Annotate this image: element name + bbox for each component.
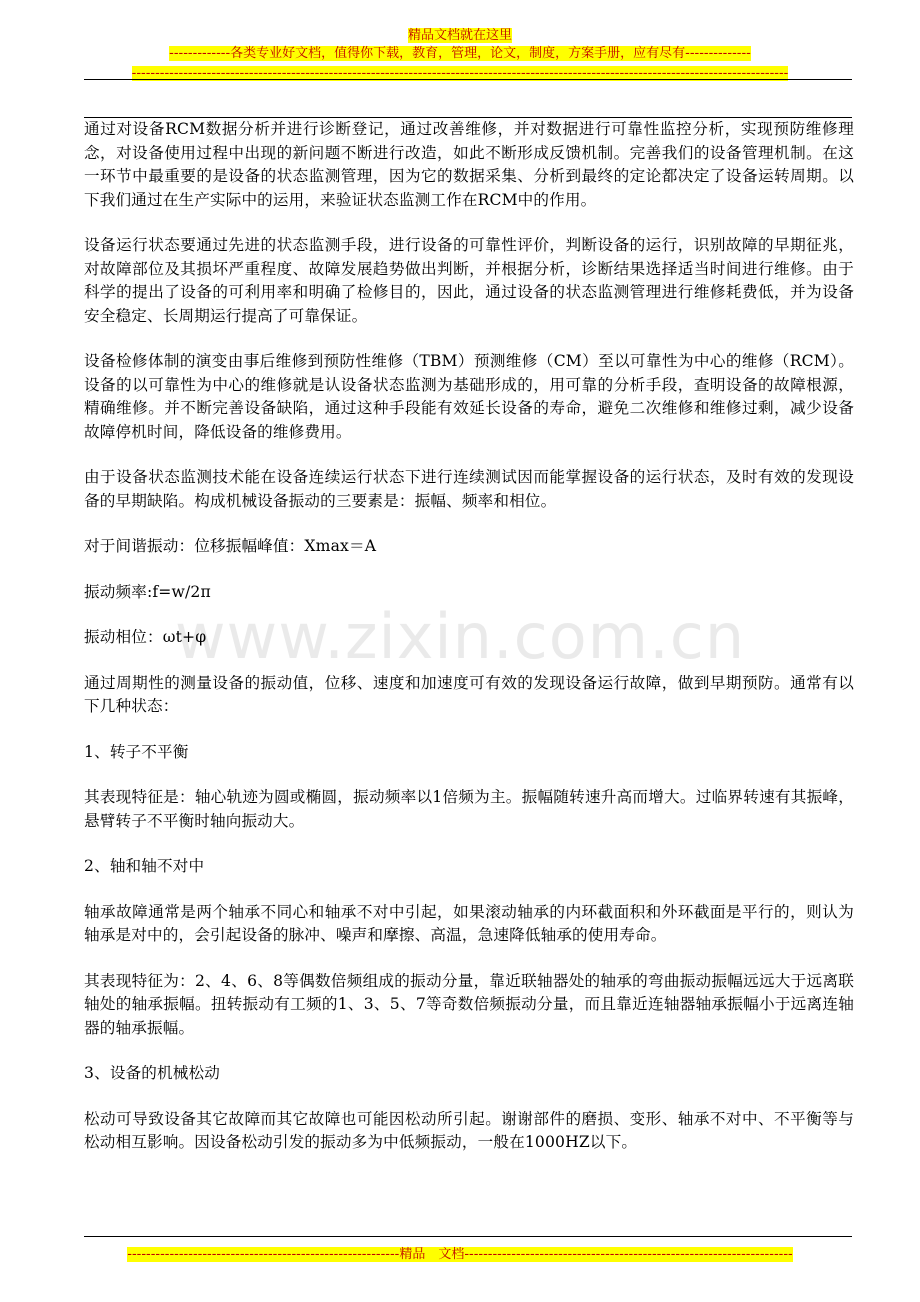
- paragraph: 松动可导致设备其它故障而其它故障也可能因松动所引起。谢谢部件的磨损、变形、轴承不对中、不平衡等与松动相互影响。因设备松动引发的振动多为中低频振动，一般在1000HZ以下。: [84, 1109, 854, 1151]
- paragraph: 设备运行状态要通过先进的状态监测手段，进行设备的可靠性评价，判断设备的运行，识别故障的早期征兆，对故障部位及其损坏严重程度、故障发展趋势做出判断，并根据分析，诊断结果选择适当时间进行维修。由于科学的提出了设备的可利用率和明确了检修目的，因此，通过设备的状态监测管理进行维修耗费低，并为设备安全稳定、长周期运行提高了可靠保证。: [84, 236, 854, 325]
- formula-line: 振动频率:f=w/2π: [84, 582, 211, 601]
- header-title: 精品文档就在这里: [407, 28, 512, 43]
- header-dashes: --------------------------------------------------------------------------------------------------------------------------------------------: [131, 66, 789, 81]
- watermark: www.zixin.com.cn: [174, 600, 746, 673]
- formula-line: 振动相位：ωt+φ: [84, 628, 207, 646]
- section-heading: 2、轴和轴不对中: [84, 857, 205, 875]
- paragraph: 轴承故障通常是两个轴承不同心和轴承不对中引起，如果滚动轴承的内环截面积和外环截面是平行的，则认为轴承是对中的，会引起设备的脉冲、噪声和摩擦、高温，急速降低轴承的使用寿命。: [84, 902, 854, 944]
- formula-line: 对于间谐振动：位移振幅峰值：Xmax＝A: [84, 537, 377, 555]
- footer-banner: ----------------------------------------------------------精品 文档----------------------------------------------------------------------: [127, 1247, 793, 1262]
- document-body: [84, 118, 854, 1177]
- footer-rule: [84, 1236, 852, 1237]
- paragraph: 通过周期性的测量设备的振动值，位移、速度和加速度可有效的发现设备运行故障，做到早期预防。通常有以下几种状态：: [84, 673, 854, 715]
- paragraph: 由于设备状态监测技术能在设备连续运行状态下进行连续测试因而能掌握设备的运行状态，及时有效的发现设备的早期缺陷。构成机械设备振动的三要素是：振幅、频率和相位。: [84, 468, 854, 510]
- paragraph: 设备检修体制的演变由事后维修到预防性维修（TBM）预测维修（CM）至以可靠性为中心的维修（RCM）。设备的以可靠性为中心的维修就是认设备状态监测为基础形成的，用可靠的分析手段，查明设备的故障根源，精确维修。并不断完善设备缺陷，通过这种手段能有效延长设备的寿命，避免二次维修和维修过剩，减少设备故障停机时间，降低设备的维修费用。: [84, 352, 854, 441]
- header-banner: -------------各类专业好文档，值得你下载，教育，管理，论文，制度，方案手册，应有尽有--------------: [169, 46, 751, 61]
- section-heading: 1、转子不平衡: [84, 742, 189, 761]
- paragraph: 其表现特征为：2、4、6、8等偶数倍频组成的振动分量，靠近联轴器处的轴承的弯曲振动振幅远远大于远离联轴处的轴承振幅。扭转振动有工频的1、3、5、7等奇数倍频振动分量，而且靠近连轴器轴承振幅小于远离连轴器的轴承振幅。: [84, 971, 854, 1037]
- section-heading: 3、设备的机械松动: [84, 1064, 221, 1082]
- header-rule: [84, 79, 852, 80]
- paragraph: 其表现特征是：轴心轨迹为圆或椭圆，振动频率以1倍频为主。振幅随转速升高而增大。过临界转速有其振峰，悬臂转子不平衡时轴向振动大。: [84, 788, 854, 830]
- paragraph: 通过对设备RCM数据分析并进行诊断登记，通过改善维修，并对数据进行可靠性监控分析，实现预防维修理念，对设备使用过程中出现的新问题不断进行改造，如此不断形成反馈机制。完善我们的设备管理机制。在这一环节中最重要的是设备的状态监测管理，因为它的数据采集、分析到最终的定论都决定了设备运转周期。以下我们通过在生产实际中的运用，来验证状态监测工作在RCM中的作用。: [84, 120, 854, 209]
